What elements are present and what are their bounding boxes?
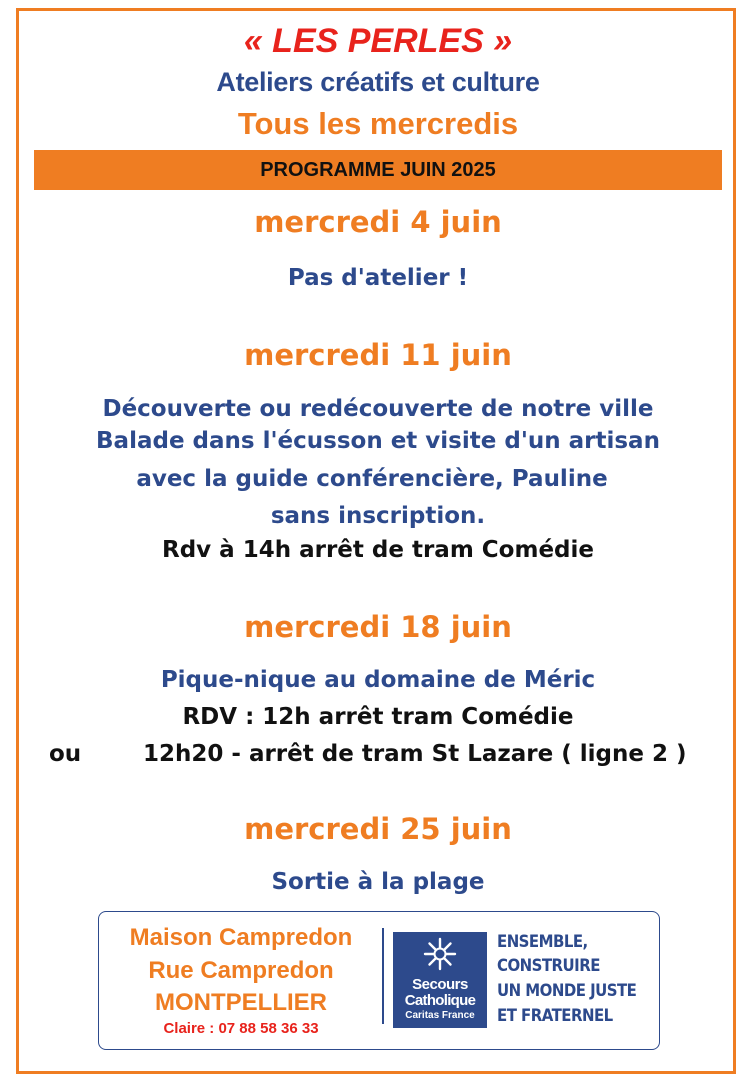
logo-org: Caritas France bbox=[405, 1010, 475, 1021]
slogan-line: ENSEMBLE, bbox=[497, 932, 588, 952]
page-title: « LES PERLES » bbox=[243, 22, 513, 60]
event-meeting: Rdv à 14h arrêt de tram Comédie bbox=[162, 537, 594, 563]
event-alt-meeting: 12h20 - arrêt de tram St Lazare ( ligne 2 ) bbox=[143, 741, 687, 767]
event-date-2: mercredi 11 juin bbox=[244, 338, 512, 372]
program-banner-label: PROGRAMME JUIN 2025 bbox=[260, 159, 496, 181]
event-description: Sortie à la plage bbox=[271, 869, 485, 895]
event-description: Pas d'atelier ! bbox=[287, 265, 469, 291]
event-meeting: RDV : 12h arrêt tram Comédie bbox=[182, 704, 574, 730]
logo-name: Secours bbox=[412, 976, 468, 993]
address-city: MONTPELLIER bbox=[155, 989, 327, 1016]
event-description: avec la guide conférencière, Pauline bbox=[136, 466, 608, 492]
event-alt-prefix: ou bbox=[49, 741, 82, 767]
event-date-4: mercredi 25 juin bbox=[244, 812, 512, 846]
slogan-line: ET FRATERNEL bbox=[497, 1006, 613, 1026]
sunburst-cross-icon bbox=[393, 932, 487, 976]
address-line: Rue Campredon bbox=[148, 957, 334, 984]
slogan-line: UN MONDE JUSTE bbox=[497, 981, 637, 1001]
event-date-1: mercredi 4 juin bbox=[254, 205, 502, 239]
event-description: Découverte ou redécouverte de notre ville bbox=[102, 396, 654, 422]
event-description: Pique-nique au domaine de Méric bbox=[160, 667, 596, 693]
footer-divider bbox=[382, 928, 384, 1024]
secours-catholique-logo bbox=[393, 932, 487, 1028]
logo-name: Catholique bbox=[404, 992, 476, 1009]
event-description: Balade dans l'écusson et visite d'un artisan bbox=[96, 428, 660, 454]
event-date-3: mercredi 18 juin bbox=[244, 610, 512, 644]
footer-box bbox=[98, 911, 660, 1050]
address-line: Maison Campredon bbox=[129, 924, 353, 951]
event-description: sans inscription. bbox=[270, 503, 486, 529]
page-subtitle: Ateliers créatifs et culture bbox=[216, 67, 540, 97]
schedule-heading: Tous les mercredis bbox=[237, 106, 519, 141]
slogan-line: CONSTRUIRE bbox=[497, 956, 600, 976]
program-banner bbox=[34, 150, 722, 190]
contact-phone: Claire : 07 88 58 36 33 bbox=[163, 1020, 319, 1037]
